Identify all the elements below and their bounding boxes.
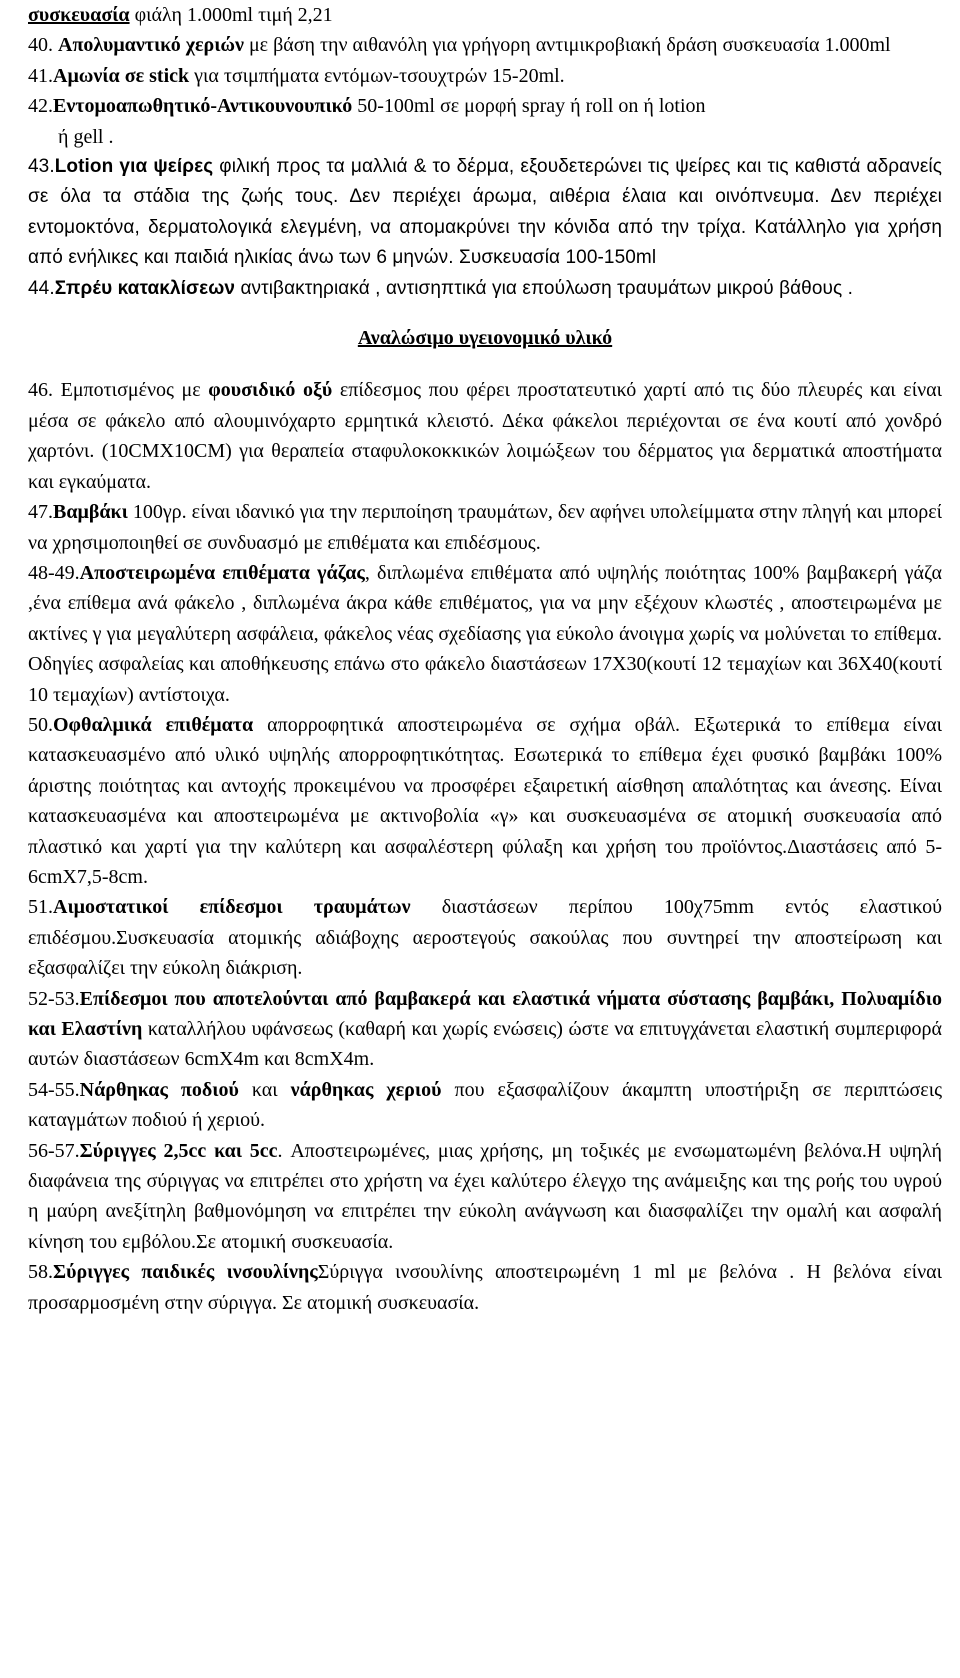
item-46 <box>28 375 942 497</box>
item-number: 52-53. <box>28 987 80 1010</box>
item-48-49 <box>28 558 942 710</box>
item-text: επίδεσμος που φέρει προστατευτικό χαρτί από τις δύο πλευρές και είναι μέσα σε φάκελο από αλουμινόχαρτο ερμητικά κλειστό. Δέκα φάκελοι περιέχονται σε ένα κουτί από χονδρό χαρτόνι. (10CMX10CM) για θεραπεία σταφυλοκοκκικών λοιμώξεων του δέρματος για δερματικά αποστήματα και εγκαύματα. <box>28 379 942 493</box>
item-51 <box>28 892 942 983</box>
item-40 <box>28 30 942 60</box>
item-title: Απολυμαντικό χεριών <box>58 34 244 57</box>
item-title: Lotion για ψείρες <box>54 156 214 178</box>
item-title: Σπρέυ κατακλίσεων <box>54 277 236 299</box>
item-58 <box>28 1257 942 1318</box>
item-title: Αποστειρωμένα επιθέματα γάζας <box>79 561 365 584</box>
item-text: 46. Εμποτισμένος με <box>28 379 209 402</box>
item-number: 50. <box>28 713 53 736</box>
section-heading: Αναλώσιμο υγειονομικό υλικό <box>357 327 613 350</box>
item-title: Σύριγγες 2,5cc και 5cc <box>79 1139 278 1162</box>
item-title: Βαμβάκι <box>53 501 128 524</box>
item-56-57 <box>28 1136 942 1258</box>
item-number: 42. <box>28 95 53 118</box>
item-44 <box>28 274 942 304</box>
item-text: διαστάσεων περίπου 100χ75mm εντός ελαστικού επιδέσμου.Συσκευασία ατομικής αδιάβοχης αεροστεγούς σακούλας που συντηρεί την αποστείρωση και εξασφαλίζει την εύκολη διάκριση. <box>28 896 942 980</box>
item-number: 58. <box>28 1261 53 1284</box>
item-title: Εντομοαπωθητικό-Αντικουνουπικό <box>53 95 353 118</box>
item-text: , διπλωμένα επιθέματα από υψηλής ποιότητας 100% βαμβακερή γάζα ,ένα επίθεμα ανά φάκελο , διπλωμένα άκρα κάθε επιθέματος, για να μην εξέχουν κλωστές , αποστειρωμένα με ακτίνες γ για μεγαλύτερη ασφάλεια, φάκελος νέας σχεδίασης για εύκολο άνοιγμα χωρίς να μολύνεται το επίθεμα. Οδηγίες ασφαλείας και αποθήκευσης επάνω στο φάκελο διαστάσεων 17Χ30(κουτί 12 τεμαχίων και 36Χ40(κουτί 10 τεμαχίων) αντίστοιχα. <box>28 561 942 706</box>
item-number: 44. <box>28 277 55 299</box>
item-number: 51. <box>28 896 53 919</box>
item-text: που εξασφαλίζουν άκαμπτη υποστήριξη σε περιπτώσεις καταγμάτων ποδιού ή χεριού. <box>28 1078 943 1132</box>
item-number: 40. <box>28 34 58 57</box>
item-number: 47. <box>28 501 53 524</box>
item-title: νάρθηκας χεριού <box>290 1078 442 1101</box>
item-52-53 <box>28 984 942 1075</box>
item-title: Οφθαλμικά επιθέματα <box>53 713 254 736</box>
item-number: 56-57. <box>28 1139 80 1162</box>
item-text: καταλλήλου υφάνσεως (καθαρή και χωρίς ενώσεις) ώστε να επιτυγχάνεται ελαστική συμπεριφορά αυτών διαστάσεων 6cmX4m και 8cmX4m. <box>28 1018 942 1071</box>
packaging-text: φιάλη 1.000ml τιμή 2,21 <box>129 4 333 26</box>
item-title: Αμωνία σε stick <box>53 64 190 87</box>
packaging-label: συσκευασία <box>28 4 130 26</box>
item-title: Σύριγγες παιδικές ινσουλίνης <box>53 1261 318 1284</box>
item-50 <box>28 710 942 892</box>
item-number: 54-55. <box>28 1078 80 1101</box>
item-47 <box>28 497 942 558</box>
paragraph-packaging <box>28 0 942 30</box>
item-text: και <box>238 1078 291 1101</box>
item-title: φουσιδικό οξύ <box>208 379 333 402</box>
item-number: 48-49. <box>28 561 80 584</box>
item-42 <box>28 91 942 121</box>
item-text: αντιβακτηριακά , αντισηπτικά για επούλωση τραυμάτων μικρού βάθους . <box>235 277 854 299</box>
item-number: 41. <box>28 64 53 87</box>
item-41 <box>28 61 942 91</box>
item-42-continuation <box>28 122 942 152</box>
item-text: Σύριγγα ινσουλίνης αποστειρωμένη 1 ml με βελόνα . Η βελόνα είναι προσαρμοσμένη στην σύριγγα. Σε ατομική συσκευασία. <box>28 1261 942 1314</box>
item-43 <box>28 152 942 274</box>
item-text: . Αποστειρωμένες, μιας χρήσης, μη τοξικές με ενσωματωμένη βελόνα.Η υψηλή διαφάνεια της σύριγγας να επιτρέπει στο χρήστη να έχει καλύτερο έλεγχο της ανάμειξης και της ροής του υγρού η μαύρη ανεξίτηλη βαθμονόμηση να επιτρέπει την εύκολη ανάγνωση και διασφαλίζει την ομαλή και ασφαλή κίνηση του εμβόλου.Σε ατομική συσκευασία. <box>28 1139 943 1253</box>
item-text: απορροφητικά αποστειρωμένα σε σχήμα οβάλ. Εξωτερικά το επίθεμα είναι κατασκευασμένο από υλικό υψηλής απορροφητικότητας. Εσωτερικά το επίθεμα έχει φυσικό βαμβάκι 100% άριστης ποιότητας και αντοχής προκειμένου να προσφέρει εξαιρετική αίσθηση απαλότητας και άνεσης. Είναι κατασκευασμένα και αποστειρωμένα με ακτινοβολία «γ» και συσκευασμένα σε ατομική συσκευασία από πλαστικό και χαρτί για την καλύτερη και ασφαλέστερη φύλαξη και χρήση του προϊόντος.Διαστάσεις από 5-6cmX7,5-8cm. <box>28 713 942 888</box>
item-text: 100γρ. είναι ιδανικό για την περιποίηση τραυμάτων, δεν αφήνει υπολείμματα στην πληγή και μπορεί να χρησιμοποιηθεί σε συνδυασμό με επιθέματα και επιδέσμους. <box>28 501 942 554</box>
item-text: για τσιμπήματα εντόμων-τσουχτρών 15-20ml. <box>189 64 565 87</box>
item-text: 50-100ml σε μορφή spray ή roll on ή lotion <box>352 95 706 118</box>
item-54-55 <box>28 1075 942 1136</box>
item-title: Νάρθηκας ποδιού <box>79 1078 239 1101</box>
item-text: ή gell . <box>58 125 114 148</box>
item-title: Επίδεσμοι που αποτελούνται από βαμβακερά και ελαστικά νήματα σύστασης βαμβάκι, Πολυαμίδιο και Ελαστίνη <box>28 987 942 1040</box>
item-text: φιλική προς τα μαλλιά & το δέρμα, εξουδετερώνει τις ψείρες και τις καθιστά αδρανείς σε όλα τα στάδια της ζωής τους. Δεν περιέχει άρωμα, αιθέρια έλαια και οινόπνευμα. Δεν περιέχει εντομοκτόνα, δερματολογικά ελεγμένη, να απομακρύνει την κόνιδα από την τρίχα. Κατάλληλο για χρήση από ενήλικες και παιδιά ηλικίας άνω των 6 μηνών. Συσκευασία 100-150ml <box>28 156 943 269</box>
item-number: 43. <box>28 156 55 178</box>
item-text: με βάση την αιθανόλη για γρήγορη αντιμικροβιακή δράση συσκευασία 1.000ml <box>243 34 891 57</box>
item-title: Αιμοστατικοί επίδεσμοι τραυμάτων <box>53 896 411 919</box>
